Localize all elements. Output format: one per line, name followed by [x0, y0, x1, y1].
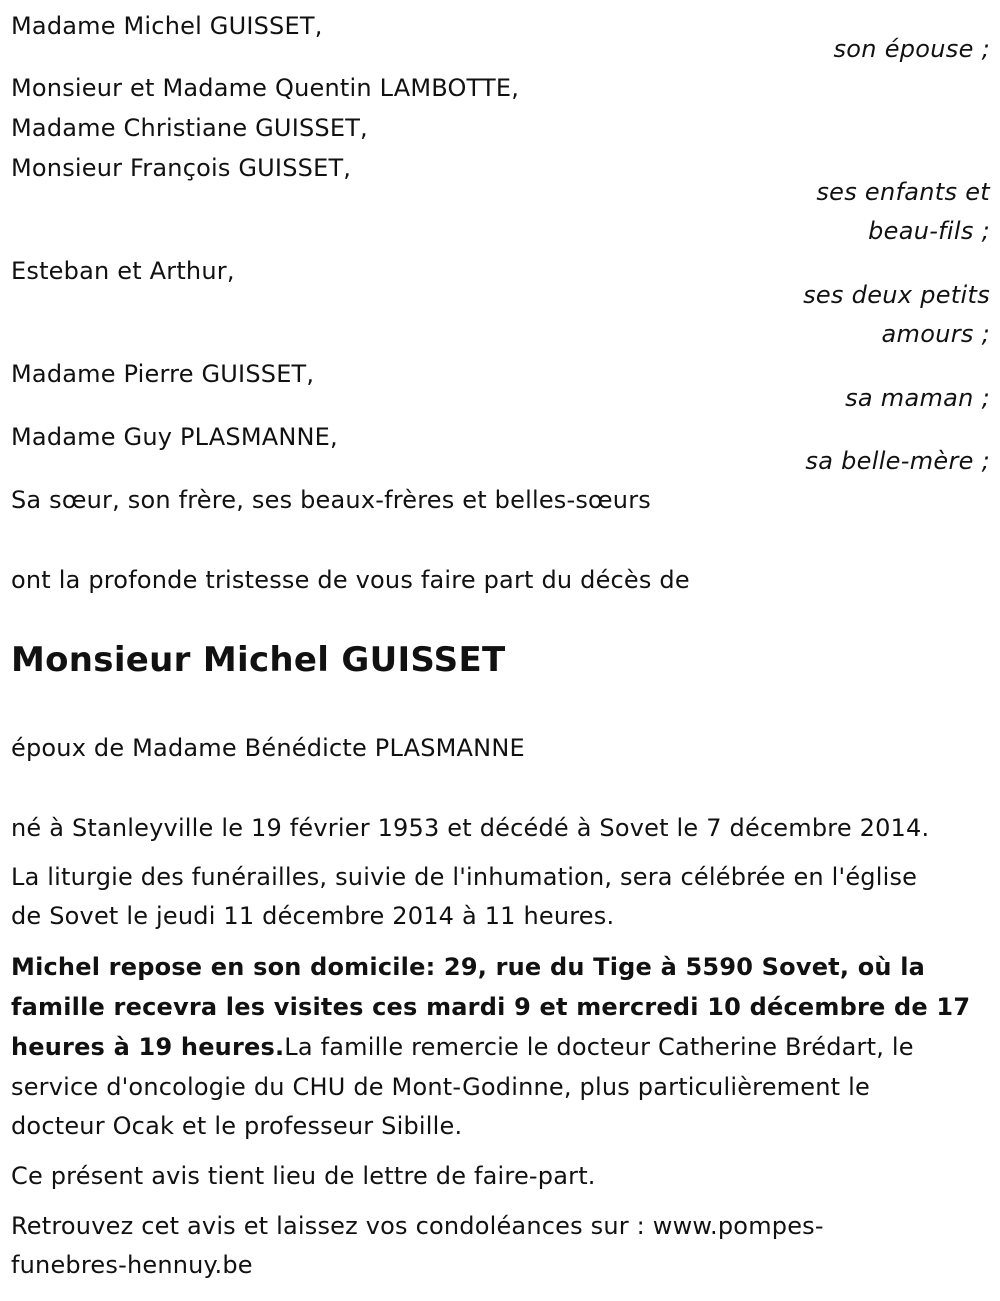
family-name: Madame Pierre GUISSET,: [11, 360, 315, 388]
visits-thanks-line: [11, 1032, 914, 1062]
family-relation: beau-fils ;: [868, 217, 990, 245]
deceased-name: Monsieur Michel GUISSET: [11, 640, 506, 680]
notice-line: Ce présent avis tient lieu de lettre de faire-part.: [11, 1162, 596, 1190]
thanks-line: La famille remercie le docteur Catherine Brédart, le: [284, 1033, 914, 1061]
family-relation: amours ;: [881, 320, 990, 348]
visits-line: heures à 19 heures.: [11, 1033, 285, 1061]
funeral-line: de Sovet le jeudi 11 décembre 2014 à 11 heures.: [11, 902, 615, 930]
condolences-line: Retrouvez cet avis et laissez vos condoléances sur : www.pompes-: [11, 1212, 824, 1240]
family-relation: son épouse ;: [833, 35, 990, 63]
condolences-link[interactable]: funebres-hennuy.be: [11, 1251, 253, 1279]
family-name: Madame Guy PLASMANNE,: [11, 423, 338, 451]
family-name: Madame Michel GUISSET,: [11, 12, 323, 40]
family-name: Sa sœur, son frère, ses beaux-frères et belles-sœurs: [11, 486, 651, 514]
family-name: Madame Christiane GUISSET,: [11, 114, 368, 142]
funeral-line: La liturgie des funérailles, suivie de l'inhumation, sera célébrée en l'église: [11, 863, 918, 891]
family-name: Monsieur et Madame Quentin LAMBOTTE,: [11, 74, 520, 102]
family-relation: sa maman ;: [845, 384, 990, 412]
family-relation: ses enfants et: [816, 178, 990, 206]
birth-death-line: né à Stanleyville le 19 février 1953 et décédé à Sovet le 7 décembre 2014.: [11, 814, 930, 842]
family-relation: sa belle-mère ;: [805, 447, 990, 475]
thanks-line: service d'oncologie du CHU de Mont-Godinne, plus particulièrement le: [11, 1073, 870, 1101]
thanks-line: docteur Ocak et le professeur Sibille.: [11, 1112, 463, 1140]
family-name: Esteban et Arthur,: [11, 257, 235, 285]
announcement-text: ont la profonde tristesse de vous faire part du décès de: [11, 566, 690, 594]
visits-line: famille recevra les visites ces mardi 9 et mercredi 10 décembre de 17: [11, 993, 971, 1021]
family-relation: ses deux petits: [803, 281, 990, 309]
family-name: Monsieur François GUISSET,: [11, 154, 352, 182]
visits-line: Michel repose en son domicile: 29, rue du Tige à 5590 Sovet, où la: [11, 953, 926, 981]
spouse-line: époux de Madame Bénédicte PLASMANNE: [11, 734, 525, 762]
